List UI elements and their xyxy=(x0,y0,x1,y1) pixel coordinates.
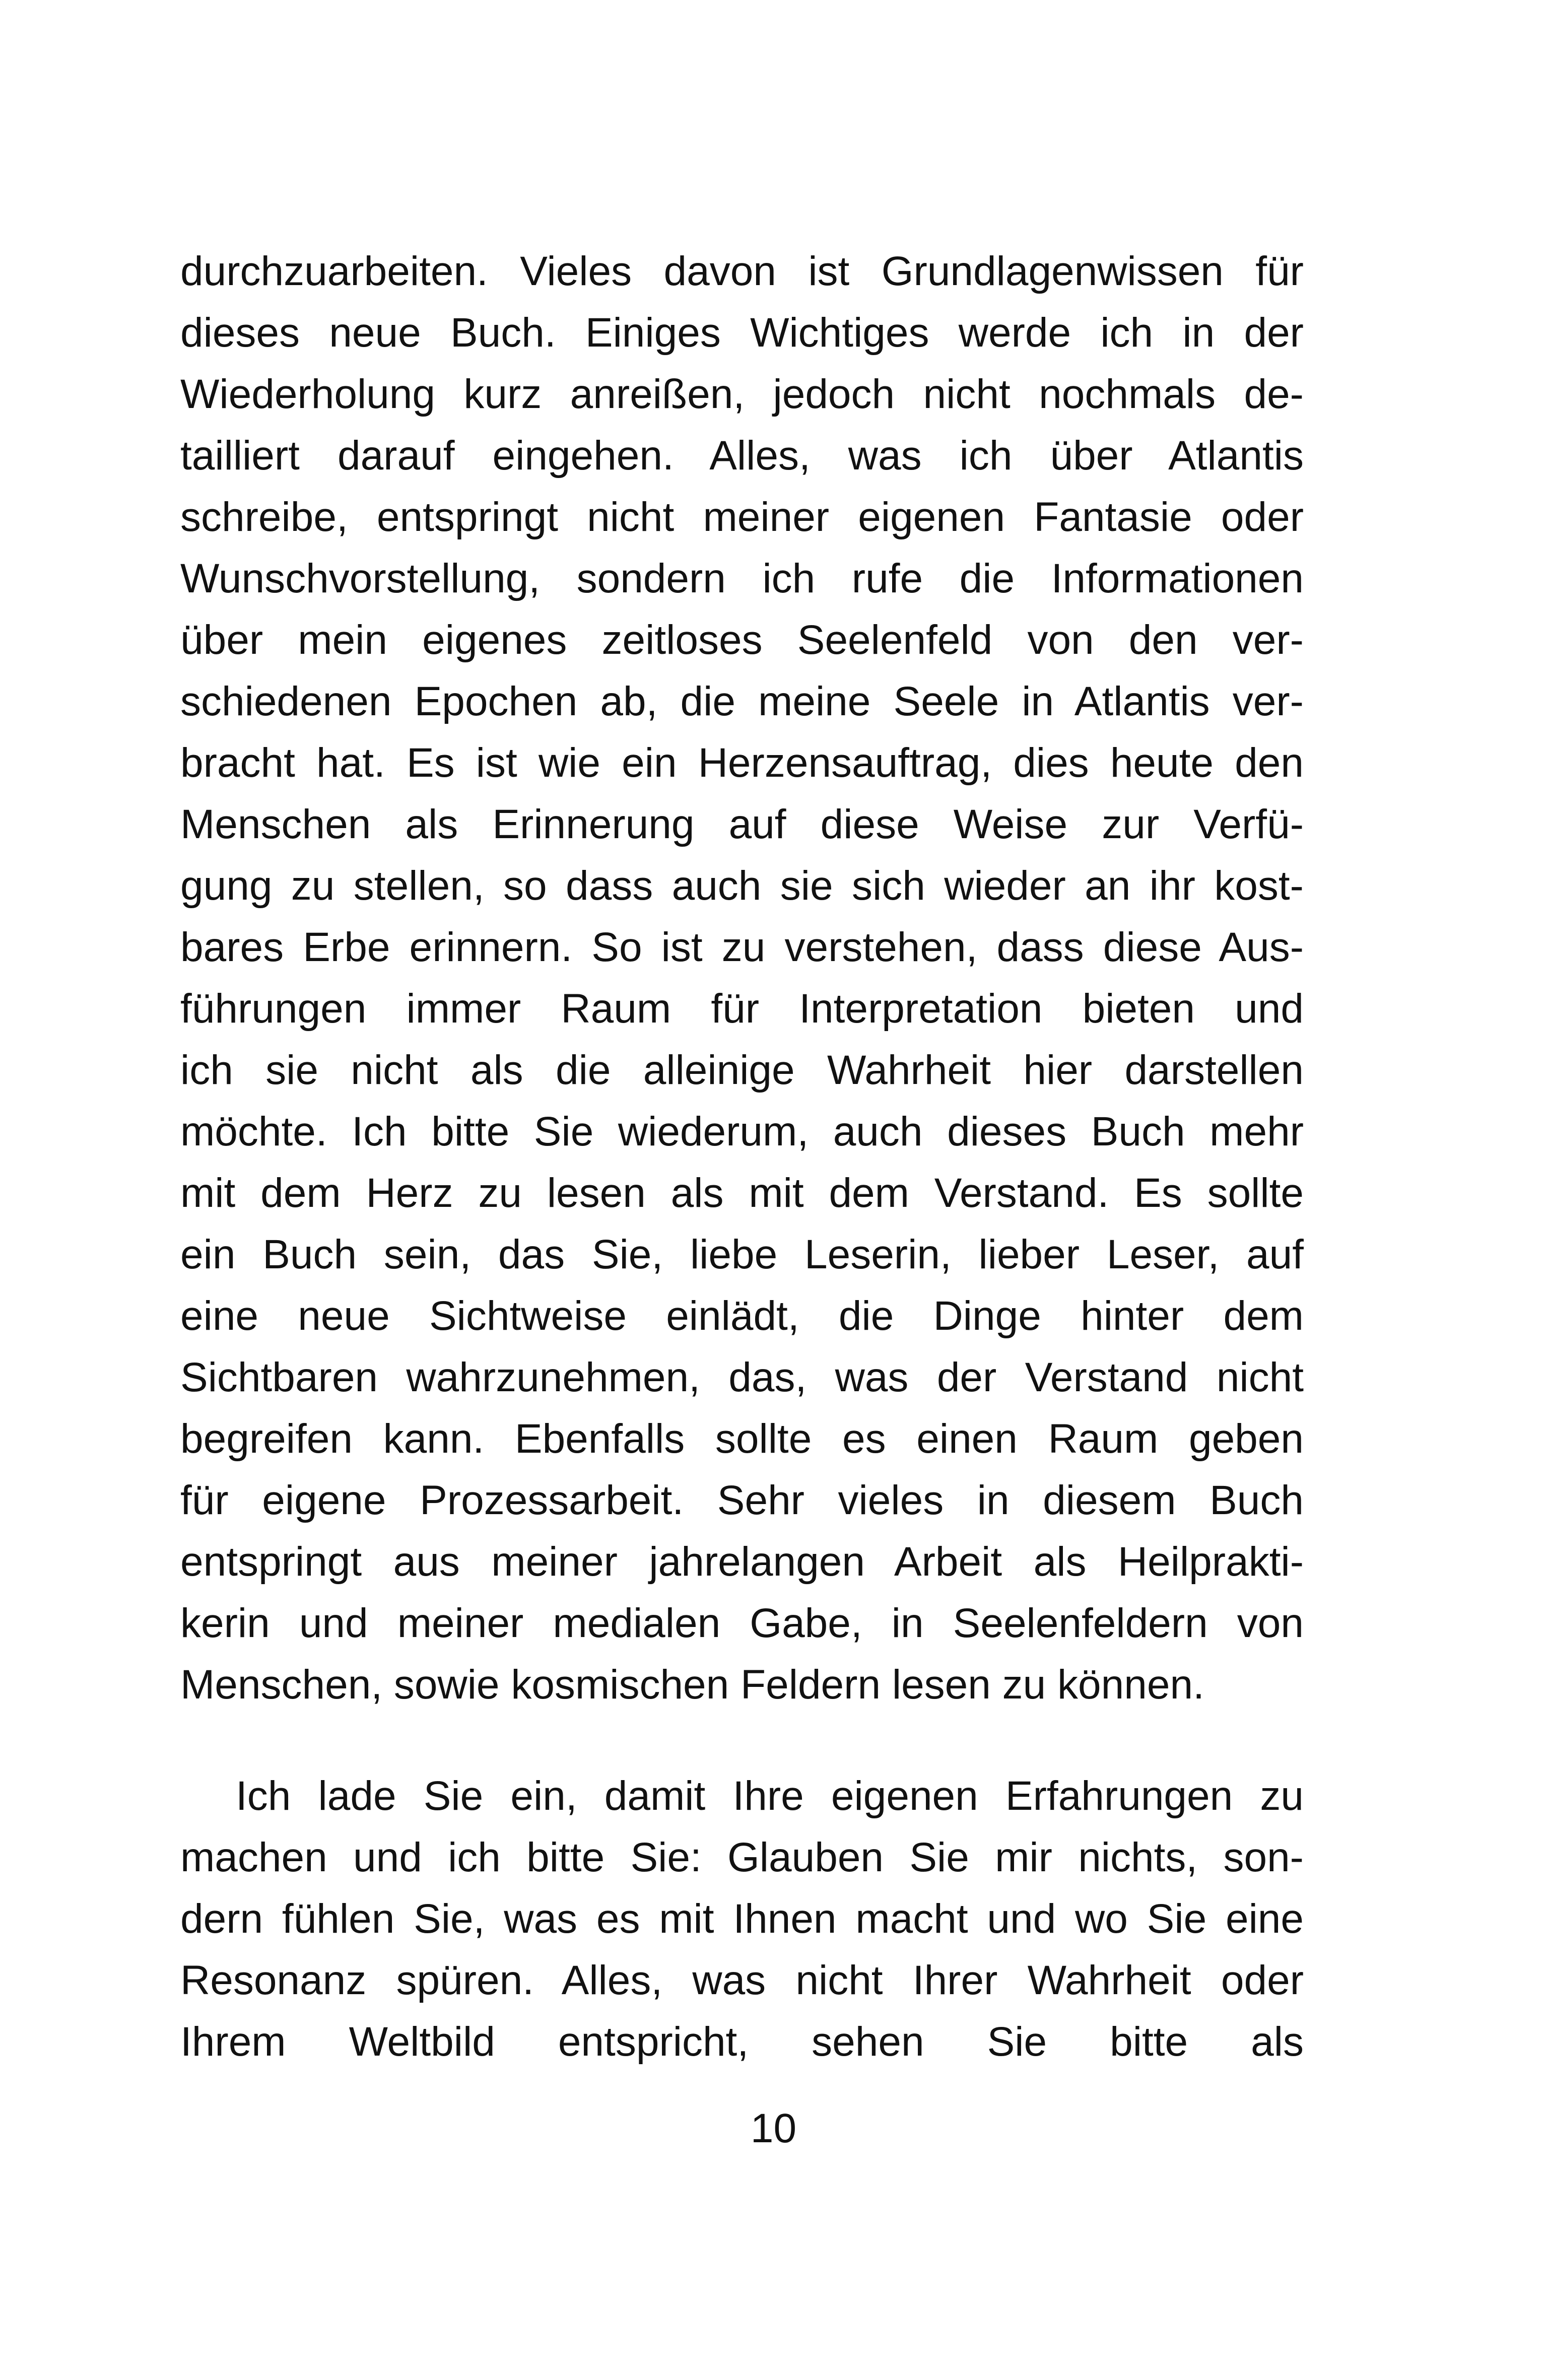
text-line: dieses neue Buch. Einiges Wichtiges werde ich in der xyxy=(180,310,1304,356)
text-line: Wunschvorstellung, sondern ich rufe die Informationen xyxy=(180,556,1304,601)
text-line: machen und ich bitte Sie: Glauben Sie mir nichts, son- xyxy=(180,1834,1304,1880)
text-line: Menschen, sowie kosmischen Feldern lesen zu können. xyxy=(180,1662,1204,1708)
text-line: durchzuarbeiten. Vieles davon ist Grundlagenwissen für xyxy=(180,248,1304,294)
text-line: ich sie nicht als die alleinige Wahrheit hier darstellen xyxy=(180,1047,1304,1093)
text-line: Ich lade Sie ein, damit Ihre eigenen Erfahrungen zu xyxy=(236,1773,1304,1819)
text-line: führungen immer Raum für Interpretation bieten und xyxy=(180,986,1304,1032)
text-line: Menschen als Erinnerung auf diese Weise zur Verfü- xyxy=(180,801,1304,847)
text-line: Ihrem Weltbild entspricht, sehen Sie bitte als xyxy=(180,2019,1304,2065)
text-line: begreifen kann. Ebenfalls sollte es einen Raum geben xyxy=(180,1416,1304,1462)
text-line: für eigene Prozessarbeit. Sehr vieles in diesem Buch xyxy=(180,1477,1304,1523)
text-line: dern fühlen Sie, was es mit Ihnen macht und wo Sie eine xyxy=(180,1896,1304,1942)
text-line: möchte. Ich bitte Sie wiederum, auch dieses Buch mehr xyxy=(180,1109,1304,1154)
text-line: Resonanz spüren. Alles, was nicht Ihrer Wahrheit oder xyxy=(180,1957,1304,2003)
text-line: Sichtbaren wahrzunehmen, das, was der Verstand nicht xyxy=(180,1354,1304,1400)
paragraph-1 xyxy=(180,241,1304,1716)
text-line: bracht hat. Es ist wie ein Herzensauftrag, dies heute den xyxy=(180,740,1304,786)
paragraph-2 xyxy=(180,1765,1304,2073)
text-line: schreibe, entspringt nicht meiner eigenen Fantasie oder xyxy=(180,494,1304,540)
text-line: eine neue Sichtweise einlädt, die Dinge hinter dem xyxy=(180,1293,1304,1339)
text-line: mit dem Herz zu lesen als mit dem Verstand. Es sollte xyxy=(180,1170,1304,1216)
text-line: entspringt aus meiner jahrelangen Arbeit als Heilprakti- xyxy=(180,1539,1304,1585)
text-line: über mein eigenes zeitloses Seelenfeld von den ver- xyxy=(180,617,1304,663)
text-line: ein Buch sein, das Sie, liebe Leserin, lieber Leser, auf xyxy=(180,1232,1304,1277)
text-line: bares Erbe erinnern. So ist zu verstehen, dass diese Aus- xyxy=(180,924,1304,970)
page-number: 10 xyxy=(750,2105,797,2151)
text-line: gung zu stellen, so dass auch sie sich wieder an ihr kost- xyxy=(180,863,1304,909)
text-line: schiedenen Epochen ab, die meine Seele in Atlantis ver- xyxy=(180,678,1304,724)
text-line: tailliert darauf eingehen. Alles, was ich über Atlantis xyxy=(180,433,1304,479)
text-line: Wiederholung kurz anreißen, jedoch nicht nochmals de- xyxy=(180,371,1304,417)
text-line: kerin und meiner medialen Gabe, in Seelenfeldern von xyxy=(180,1600,1304,1646)
